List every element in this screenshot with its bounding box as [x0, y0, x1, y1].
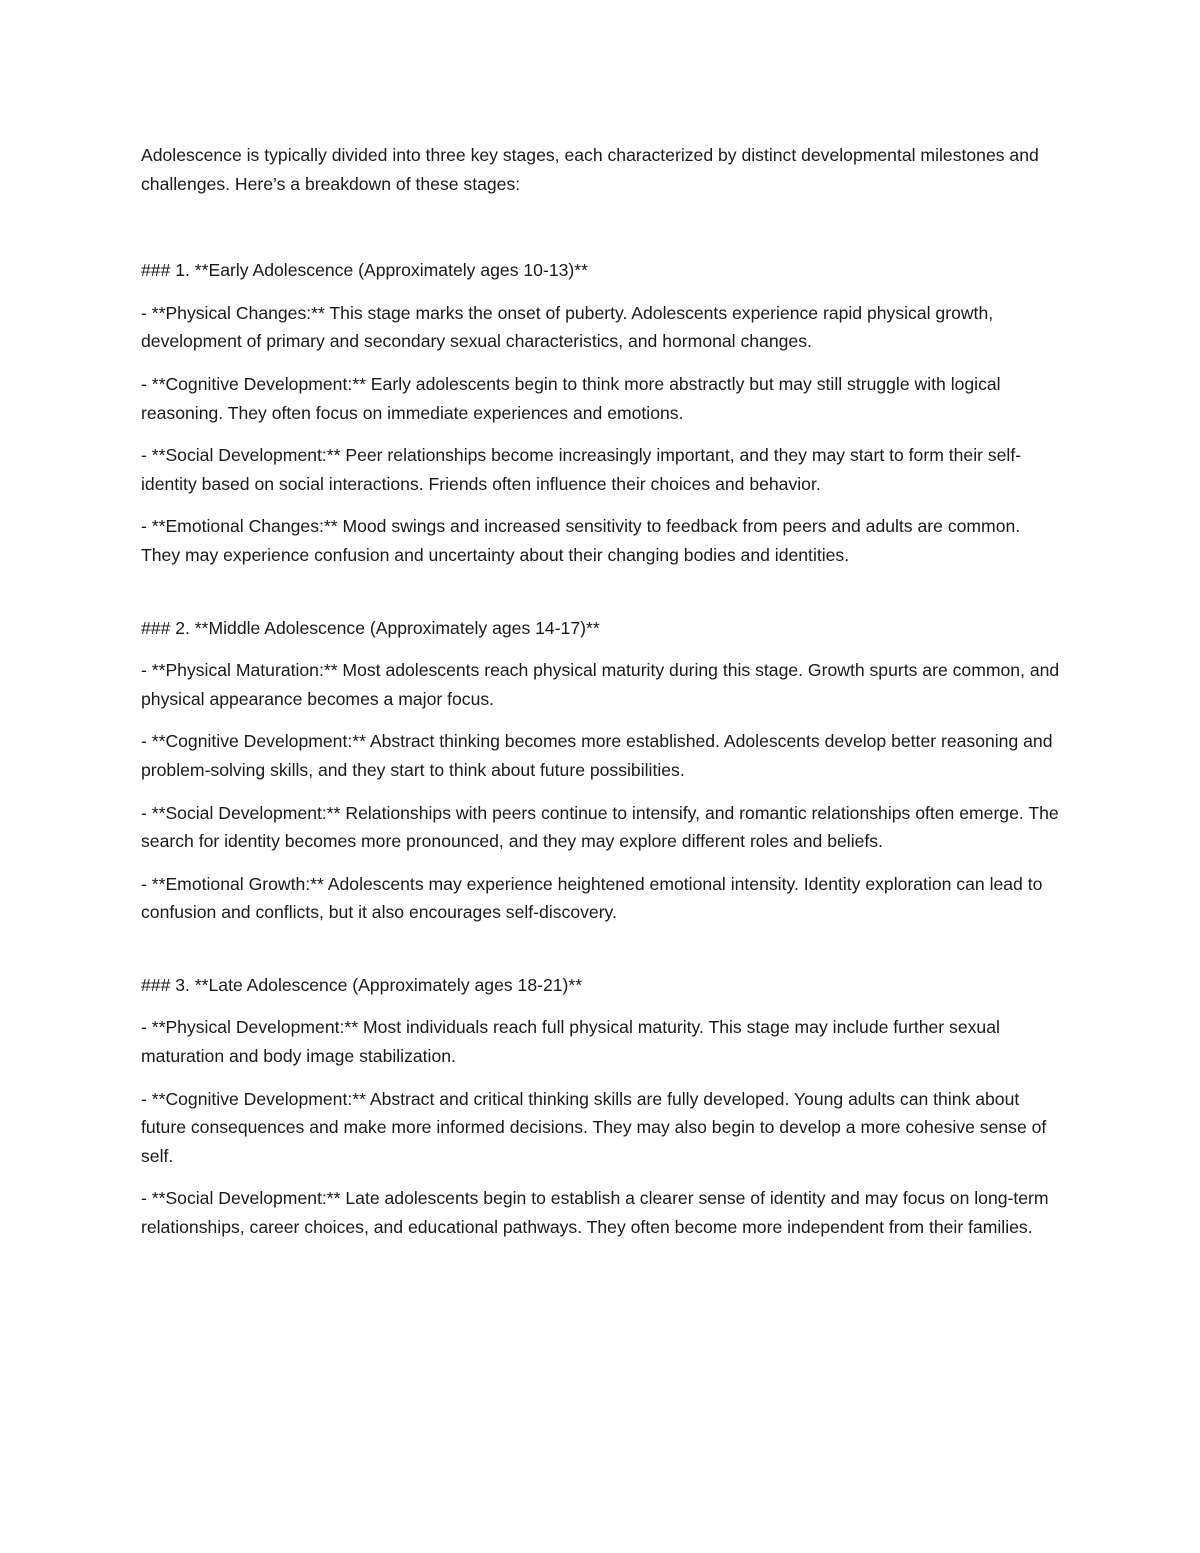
- intro-paragraph: Adolescence is typically divided into three key stages, each characterized by distinct developmental milestones and challenges. Here’s a breakdown of these stages:: [141, 145, 1039, 194]
- document-body: [141, 141, 1061, 1242]
- list-item: - **Physical Changes:** This stage marks the onset of puberty. Adolescents experience rapid physical growth, development of primary and secondary sexual characteristics, and hormonal changes.: [141, 302, 994, 352]
- section-late-adolescence: [141, 971, 1061, 1242]
- list-item: - **Social Development:** Late adolescents begin to establish a clearer sense of identity and may focus on long-term relationships, career choices, and educational pathways. They often become more independent from their families.: [141, 1188, 1049, 1238]
- section-heading: ### 3. **Late Adolescence (Approximately ages 18-21)**: [141, 974, 583, 995]
- list-item: - **Social Development:** Relationships with peers continue to intensify, and romantic relationships often emerge. The search for identity becomes more pronounced, and they may explore different roles and beliefs.: [141, 802, 1059, 852]
- section-early-adolescence: [141, 256, 1061, 569]
- list-item: - **Physical Maturation:** Most adolescents reach physical maturity during this stage. Growth spurts are common, and physical appearance becomes a major focus.: [141, 660, 1060, 709]
- list-item: - **Emotional Growth:** Adolescents may experience heightened emotional intensity. Identity exploration can lead to confusion and conflicts, but it also encourages self-discovery.: [141, 873, 1043, 923]
- section-heading: ### 1. **Early Adolescence (Approximately ages 10-13)**: [141, 260, 588, 281]
- list-item: - **Social Development:** Peer relationships become increasingly important, and they may start to form their self-identity based on social interactions. Friends often influence their choices and behavior.: [141, 445, 1022, 494]
- list-item: - **Cognitive Development:** Early adolescents begin to think more abstractly but may still struggle with logical reasoning. They often focus on immediate experiences and emotions.: [141, 373, 1001, 423]
- list-item: - **Emotional Changes:** Mood swings and increased sensitivity to feedback from peers and adults are common. They may experience confusion and uncertainty about their changing bodies and identities.: [141, 516, 1021, 565]
- list-item: - **Physical Development:** Most individuals reach full physical maturity. This stage may include further sexual maturation and body image stabilization.: [141, 1017, 1000, 1067]
- section-middle-adolescence: [141, 614, 1061, 927]
- section-heading: ### 2. **Middle Adolescence (Approximately ages 14-17)**: [141, 617, 600, 638]
- list-item: - **Cognitive Development:** Abstract and critical thinking skills are fully developed. Young adults can think about future consequences and make more informed decisions. They may also begin to develop a more cohesive sense of self.: [141, 1088, 1047, 1166]
- list-item: - **Cognitive Development:** Abstract thinking becomes more established. Adolescents develop better reasoning and problem-solving skills, and they start to think about future possibilities.: [141, 731, 1053, 780]
